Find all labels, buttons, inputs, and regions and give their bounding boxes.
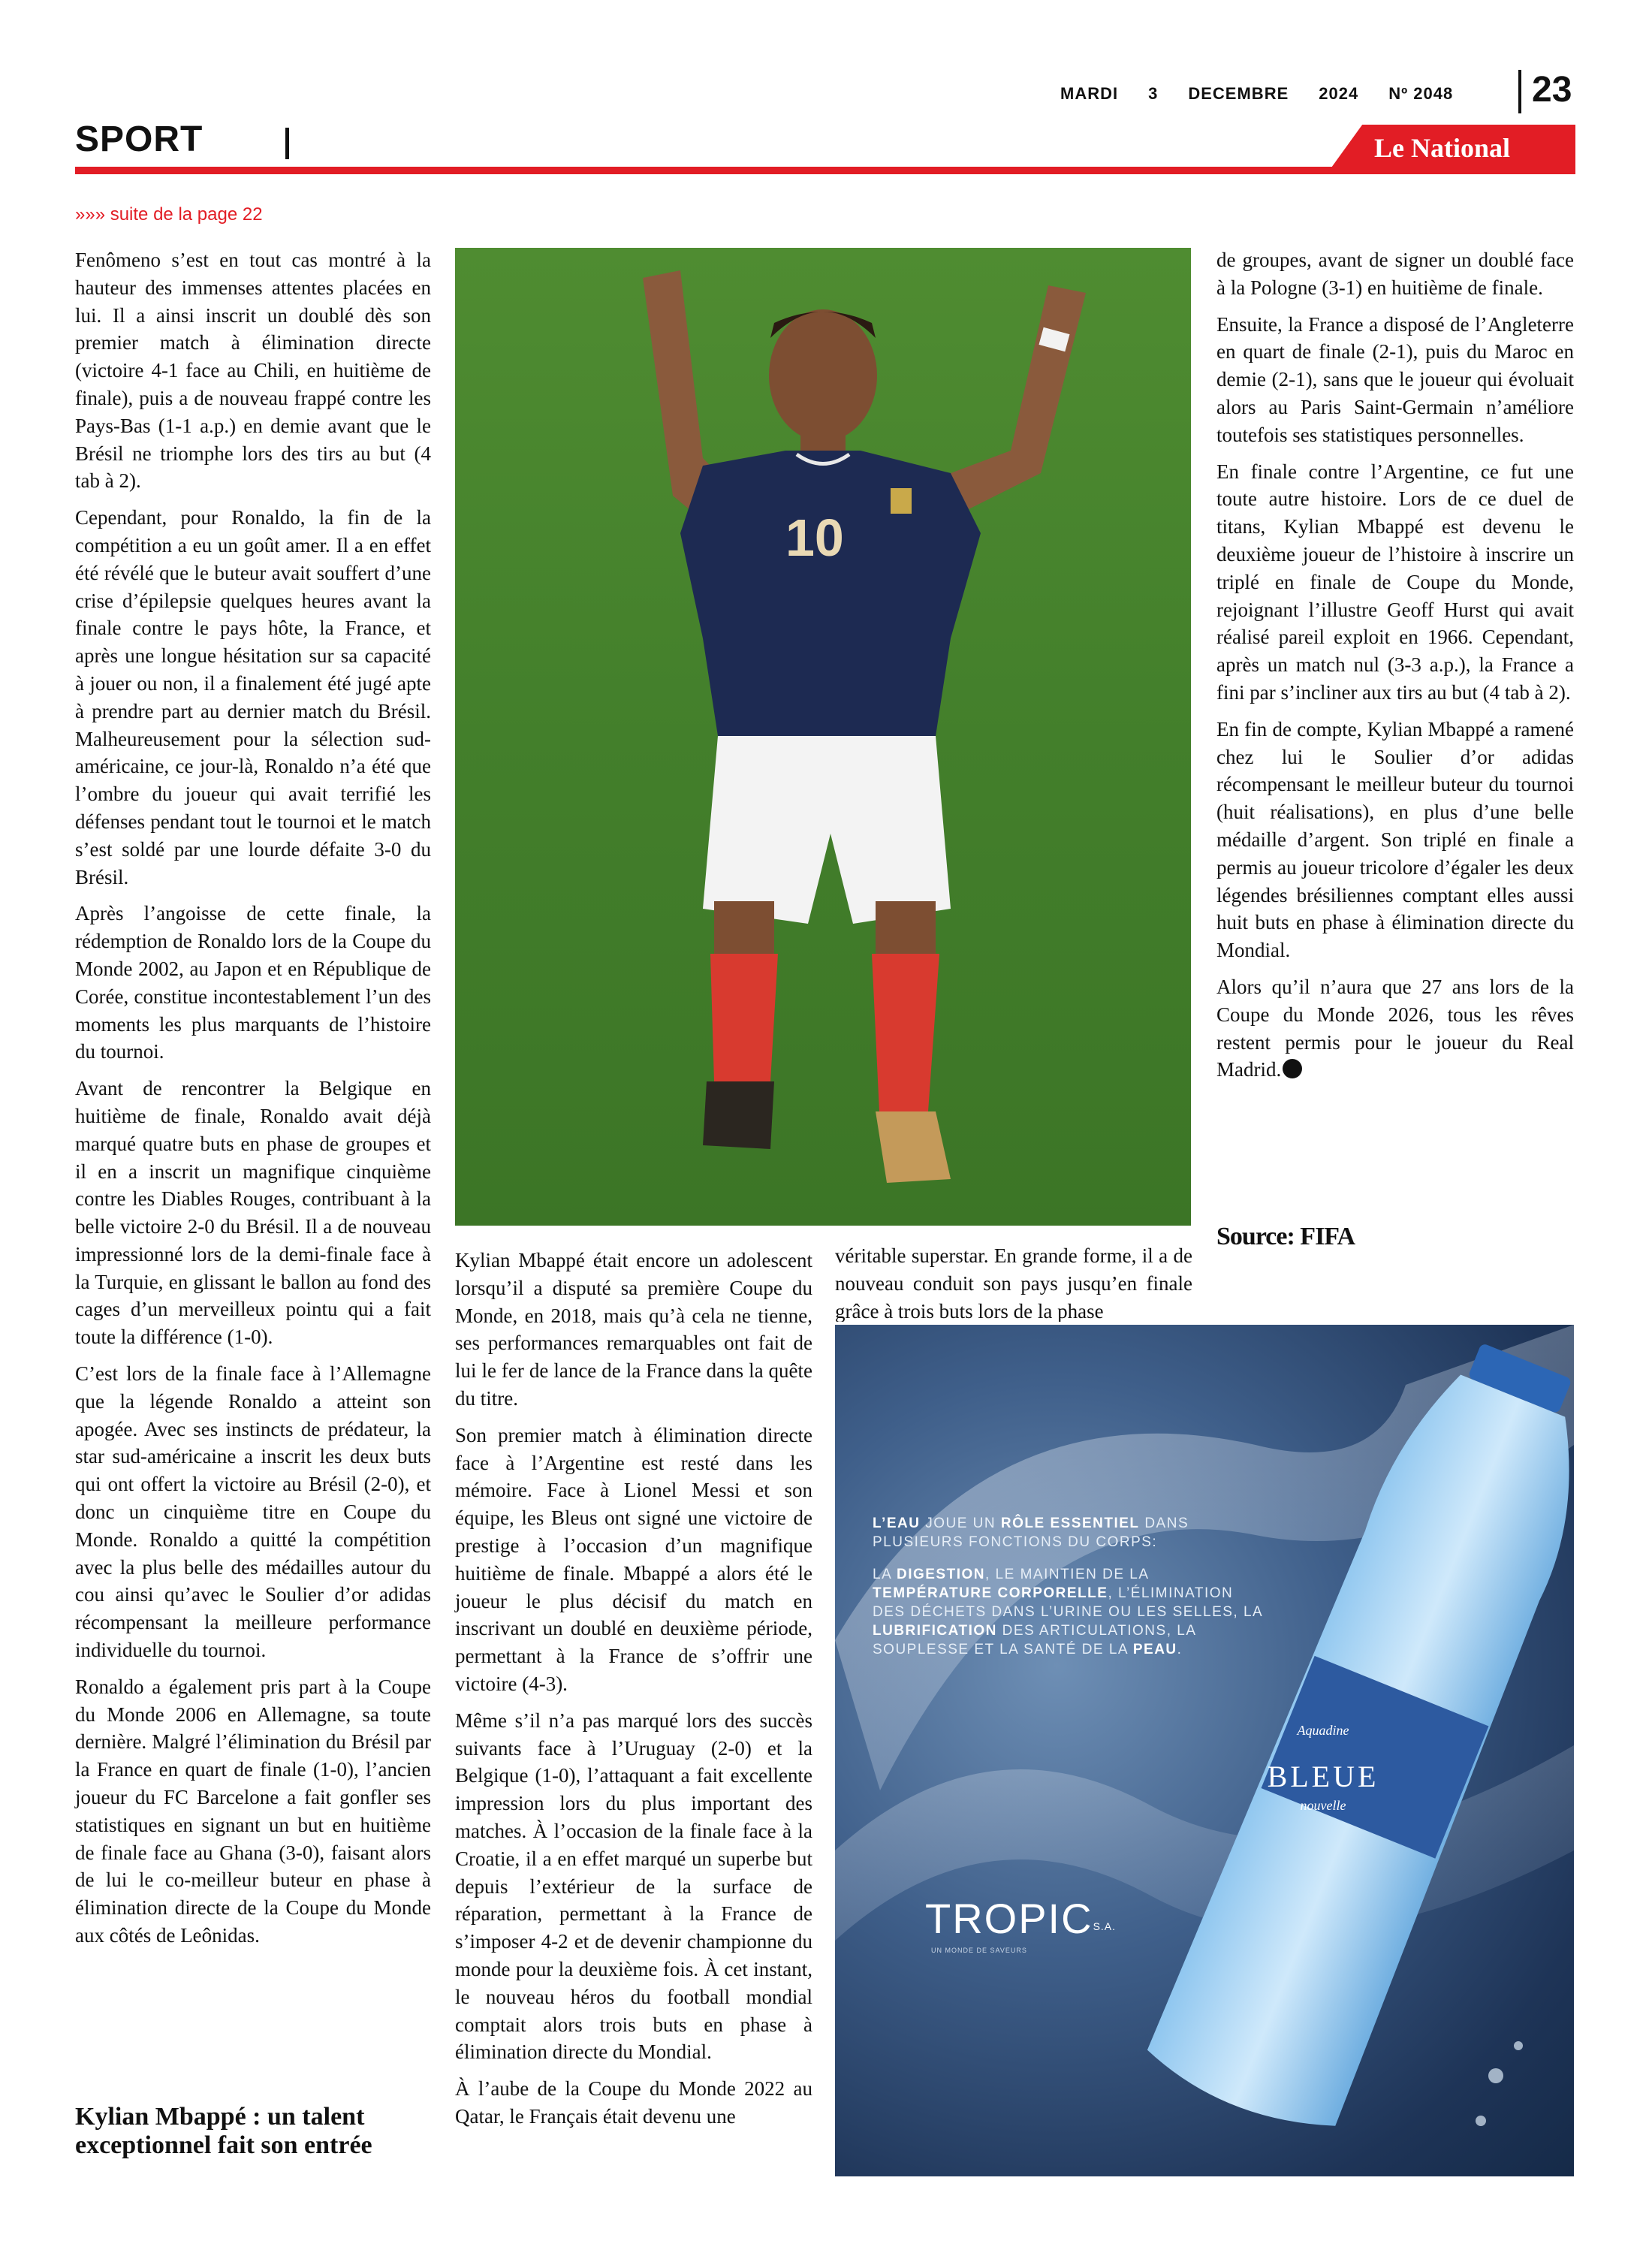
bottle-label-top: Aquadine: [1297, 1723, 1349, 1738]
article-column-3: [1216, 246, 1574, 1093]
paragraph: véritable superstar. En grande forme, il a de nouveau conduit son pays jusqu’en finale grâce à trois buts lors de la phase: [835, 1244, 1192, 1322]
page-number: 23: [1532, 70, 1572, 110]
ad-copy-line-1: L’EAU JOUE UN RÔLE ESSENTIEL DANS PLUSIEURS FONCTIONS DU CORPS:: [873, 1516, 1189, 1550]
page-number-divider: [1518, 70, 1521, 113]
source-credit: Source: FIFA: [1216, 1223, 1355, 1250]
subheading: Kylian Mbappé : un talent exceptionnel fait son entrée: [75, 2103, 372, 2159]
player-illustration: [455, 248, 1191, 1226]
paragraph: [1216, 973, 1574, 1084]
water-advertisement: [835, 1325, 1574, 2176]
paragraph: Avant de rencontrer la Belgique en huitième de finale, Ronaldo avait déjà marqué quatre buts en phase de groupes et il en a inscrit un magnifique cinquième contre les Diables Rouges, contribuant à la belle victoire 2-0 du Brésil. Il a de nouveau impressionné lors de la demi-finale face à la Turquie, en glissant le ballon au fond des cages d’un merveilleux pointu qui a fait toute la différence (1-0).: [75, 1077, 431, 1349]
section-separator: [285, 128, 289, 159]
brand-logo: $TROPIC^{S.A.}$: [925, 1895, 1117, 1942]
paragraph: Kylian Mbappé était encore un adolescent lorsqu’il a disputé sa première Coupe du Monde, en 2018, mais qu’à cela ne tienne, ses performances remarquables ont fait de lui le fer de lance de la France dans la quête du titre.: [455, 1249, 812, 1410]
issue-date-num: 3: [1148, 84, 1159, 103]
paragraph: Son premier match à élimination directe face à l’Argentine est resté dans les mémoire. Face à Lionel Messi et son équipe, les Bleus ont signé une victoire de prestige à l’occasion d’un magnifique huitième de finale. Mbappé a alors été le joueur le plus décisif du match en inscrivant un doublé en deuxième période, permettant à la France de s’offrir une victoire (4-3).: [455, 1423, 812, 1695]
paragraph: Fenômeno s’est en tout cas montré à la hauteur des immenses attentes placées en lui. Il a ainsi inscrit un doublé dès son premier match à élimination directe (victoire 4-1 face au Chili, en huitième de finale), puis a de nouveau frappé contre les Pays-Bas (1-1 a.p.) en demie avant que le Brésil ne triomphe lors des tirs au but (4 tab à 2).: [75, 249, 431, 493]
publication-name: Le National: [1374, 133, 1511, 163]
bottle-label-bottom: nouvelle: [1300, 1798, 1346, 1813]
article-column-2b: [835, 1242, 1192, 1322]
article-end-icon: [1283, 1059, 1302, 1078]
player-photo: [455, 248, 1191, 1226]
jersey-number: 10: [785, 508, 844, 567]
bottle-label-main: BLEUE: [1267, 1760, 1379, 1793]
paragraph: Cependant, pour Ronaldo, la fin de la compétition a eu un goût amer. Il a en effet été révélé que le buteur avait souffert d’une crise d’épilepsie quelques heures avant la finale contre le pays hôte, la France, et après une longue hésitation sur sa capacité à jouer ou non, il a finalement été jugé apte à prendre part au dernier match du Brésil. Malheureusement pour la sélection sud-américaine, ce jour-là, Ronaldo n’a été que l’ombre du joueur qui avait terrifié les défenses pendant tout le tournoi et le match s’est soldé par une lourde défaite 3-0 du Brésil.: [75, 506, 431, 888]
ad-copy: [873, 1514, 1263, 1672]
brand-tagline: UN MONDE DE SAVEURS: [931, 1947, 1027, 1954]
article-column-2: [455, 1247, 812, 2140]
section-title: SPORT: [75, 119, 203, 159]
paragraph: À l’aube de la Coupe du Monde 2022 au Qatar, le Français était devenu une: [455, 2077, 812, 2128]
paragraph: de groupes, avant de signer un doublé face à la Pologne (3-1) en huitième de finale.: [1216, 249, 1574, 299]
article-column-1: [75, 246, 431, 1959]
paragraph: Même s’il n’a pas marqué lors des succès suivants face à l’Uruguay (2-0) et la Belgique (1-0), l’attaquant a fait excellente impression lors du plus important des matches. À l’occasion de la finale face à la Croatie, il a en effet marqué un superbe but depuis l’extérieur de la surface de réparation, permettant à la France de s’imposer 4-2 et de devenir championne du monde pour la deuxième fois. À cet instant, le nouveau héros du football mondial comptait alors trois buts en phase à élimination directe du Mondial.: [455, 1709, 812, 2064]
continuation-note: »»» suite de la page 22: [75, 204, 263, 225]
paragraph: C’est lors de la finale face à l’Allemagne que la légende Ronaldo a atteint son apogée. Avec ses instincts de prédateur, la star sud-américaine a inscrit les deux buts qui ont offert la victoire au Brésil (2-0), et donc un cinquième titre en Coupe du Monde. Ronaldo a quitté la compétition avec la plus belle des médailles autour du cou ainsi qu’avec le Soulier d’or adidas récompensant la meilleure performance individuelle du tournoi.: [75, 1362, 431, 1662]
ad-copy-line-2: LA DIGESTION, LE MAINTIEN DE LA TEMPÉRATURE CORPORELLE, L’ÉLIMINATION DES DÉCHETS DANS L’URINE OU LES SELLES, LA LUBRIFICATION DES ARTICULATIONS, LA SOUPLESSE ET LA SANTÉ DE LA PEAU.: [873, 1567, 1263, 1657]
final-paragraph-text: Alors qu’il n’aura que 27 ans lors de la Coupe du Monde 2026, tous les rêves restent permis pour le joueur du Real Madrid.: [1216, 975, 1574, 1081]
paragraph: Ensuite, la France a disposé de l’Angleterre en quart de finale (2-1), puis du Maroc en demie (2-1), sans que le joueur qui évoluait alors au Paris Saint-Germain n’améliore toutefois ses statistiques personnelles.: [1216, 312, 1574, 446]
issue-number: Nº 2048: [1388, 84, 1454, 103]
issue-day: MARDI: [1060, 84, 1119, 103]
paragraph: Ronaldo a également pris part à la Coupe du Monde 2006 en Allemagne, sa toute dernière. Malgré l’élimination du Brésil par la France en quart de finale (1-0), l’ancien joueur du FC Barcelone a fait gonfler ses statistiques en signant un but en huitième de finale face au Ghana (3-0), faisant alors de lui le co-meilleur buteur en phase à élimination directe de la Coupe du Monde aux côtés de Leônidas.: [75, 1675, 431, 1947]
paragraph: En finale contre l’Argentine, ce fut une toute autre histoire. Lors de ce duel de titans, Kylian Mbappé est devenu le deuxième joueur de l’histoire à inscrire un triplé en finale de Coupe du Monde, rejoignant l’illustre Geoff Hurst qui avait réalisé pareil exploit en 1966. Cependant, après un match nul (3-3 a.p.), la France a fini par s’incliner aux tirs au but (4 tab à 2).: [1216, 460, 1574, 704]
issue-date: [1060, 84, 1483, 104]
ad-background: [835, 1325, 1574, 2176]
brand-suffix: S.A.: [1093, 1920, 1117, 1932]
paragraph: Après l’angoisse de cette finale, la rédemption de Ronaldo lors de la Coupe du Monde 2002, au Japon et en République de Corée, constitue incontestablement l’un des moments les plus marquants de l’histoire du tournoi.: [75, 902, 431, 1063]
paragraph: En fin de compte, Kylian Mbappé a ramené chez lui le Soulier d’or adidas récompensant le meilleur buteur du tournoi (huit réalisations), en plus d’une belle médaille d’argent. Son triplé en finale a permis au joueur tricolore d’égaler les deux légendes brésiliennes comptant elles aussi huit buts en phase à élimination directe du Mondial.: [1216, 717, 1574, 962]
issue-year: 2024: [1319, 84, 1359, 103]
issue-month: DECEMBRE: [1188, 84, 1289, 103]
